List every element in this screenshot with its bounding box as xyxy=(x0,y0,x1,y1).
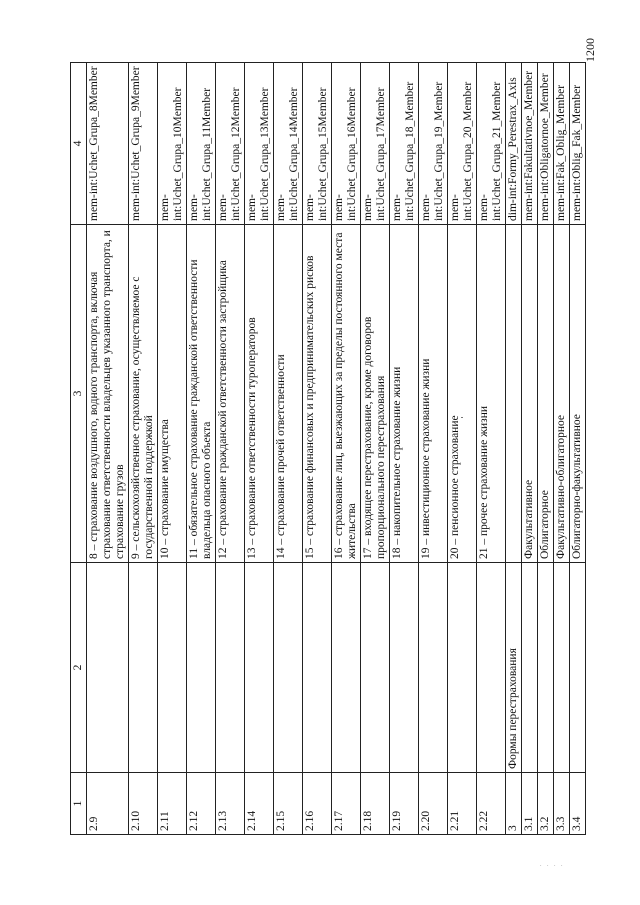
column-header: 4 xyxy=(71,63,87,225)
cell-desc: 14 – страхование прочей ответственности xyxy=(274,225,303,563)
page-number: 1200 xyxy=(583,38,597,62)
cell-desc: 8 – страхование воздушного, водного транспорта, включая страхование ответственности владельцев указанного транспорта, и страхование грузов xyxy=(87,225,129,563)
cell-desc: 20 – пенсионное страхование xyxy=(448,225,477,563)
cell-desc: 13 – страхование ответственности туроператоров xyxy=(245,225,274,563)
cell-desc: 12 – страхование гражданской ответственности застройщика xyxy=(216,225,245,563)
table-row xyxy=(390,63,419,835)
cell-code: 2.15 xyxy=(274,773,303,835)
table-row xyxy=(361,63,390,835)
cell-code: 2.18 xyxy=(361,773,390,835)
cell-desc: 17 – входящее перестрахование, кроме договоров пропорционального перестрахования xyxy=(361,225,390,563)
cell-code: 3.4 xyxy=(570,773,586,835)
cell-code: 3.3 xyxy=(554,773,570,835)
cell-code: 2.9 xyxy=(87,773,129,835)
cell-name xyxy=(361,563,390,773)
cell-code: 2.21 xyxy=(448,773,477,835)
table-row xyxy=(448,63,477,835)
cell-member: mem-int:Fakultativnoe_Member xyxy=(522,63,538,225)
cell-code: 2.16 xyxy=(303,773,332,835)
table-row xyxy=(554,63,570,835)
cell-member: mem-int:Uchet_Grupa_21_Member xyxy=(477,63,506,225)
header-row xyxy=(71,63,87,835)
cell-name xyxy=(390,563,419,773)
cell-desc: Факультативное xyxy=(522,225,538,563)
cell-code: 2.13 xyxy=(216,773,245,835)
cell-member: mem-int:Fak_Oblig_Member xyxy=(554,63,570,225)
cell-member: mem-int:Uchet_Grupa_12Member xyxy=(216,63,245,225)
cell-code: 2.20 xyxy=(419,773,448,835)
cell-name xyxy=(87,563,129,773)
cell-name xyxy=(129,563,158,773)
column-header: 3 xyxy=(71,225,87,563)
cell-name xyxy=(522,563,538,773)
cell-name xyxy=(554,563,570,773)
cell-name xyxy=(448,563,477,773)
cell-member: mem-int:Obligatornoe_Member xyxy=(538,63,554,225)
cell-member: mem-int:Uchet_Grupa_8Member xyxy=(87,63,129,225)
cell-name xyxy=(303,563,332,773)
cell-desc: 15 – страхование финансовых и предпринимательских рисков xyxy=(303,225,332,563)
cell-code: 3.2 xyxy=(538,773,554,835)
cell-member: mem-int:Uchet_Grupa_14Member xyxy=(274,63,303,225)
cell-desc: Облигаторное xyxy=(538,225,554,563)
cell-name xyxy=(538,563,554,773)
cell-code: 2.12 xyxy=(187,773,216,835)
cell-name xyxy=(570,563,586,773)
cell-desc: 21 – прочее страхование жизни xyxy=(477,225,506,563)
cell-member: mem-int:Uchet_Grupa_16Member xyxy=(332,63,361,225)
cell-member: mem-int:Uchet_Grupa_11Member xyxy=(187,63,216,225)
cell-member: mem-int:Uchet_Grupa_15Member xyxy=(303,63,332,225)
table-row xyxy=(245,63,274,835)
table-row xyxy=(477,63,506,835)
cell-member: mem-int:Uchet_Grupa_10Member xyxy=(158,63,187,225)
cell-desc: Факультативно-облигаторное xyxy=(554,225,570,563)
cell-desc: 11 – обязательное страхование гражданской ответственности владельца опасного объекта xyxy=(187,225,216,563)
cell-member: mem-int:Uchet_Grupa_13Member xyxy=(245,63,274,225)
cell-code: 2.19 xyxy=(390,773,419,835)
cell-desc: 16 – страхование лиц, выезжающих за пределы постоянного места жительства xyxy=(332,225,361,563)
cell-name xyxy=(419,563,448,773)
table-row xyxy=(570,63,586,835)
table-row xyxy=(216,63,245,835)
cell-member: mem-int:Uchet_Grupa_18_Member xyxy=(390,63,419,225)
cell-code: 2.17 xyxy=(332,773,361,835)
table-row xyxy=(187,63,216,835)
cell-code: 2.10 xyxy=(129,773,158,835)
cell-name xyxy=(216,563,245,773)
table-row xyxy=(158,63,187,835)
cell-name xyxy=(245,563,274,773)
cell-member: mem-int:Uchet_Grupa_9Member xyxy=(129,63,158,225)
cell-code: 2.11 xyxy=(158,773,187,835)
table-row xyxy=(419,63,448,835)
cell-desc xyxy=(506,225,522,563)
scan-dot xyxy=(461,417,463,418)
table-row xyxy=(522,63,538,835)
cell-code: 3.1 xyxy=(522,773,538,835)
table-row xyxy=(274,63,303,835)
cell-code: 2.14 xyxy=(245,773,274,835)
cell-desc: Облигаторно-факультативное xyxy=(570,225,586,563)
scan-mark: . . . . xyxy=(540,862,565,868)
table-row xyxy=(129,63,158,835)
cell-desc: 9 – сельскохозяйственное страхование, осуществляемое с государственной поддержкой xyxy=(129,225,158,563)
cell-member: dim-int:Formy_Perestrax_Axis xyxy=(506,63,522,225)
column-header: 1 xyxy=(71,773,87,835)
cell-member: mem-int:Uchet_Grupa_20_Member xyxy=(448,63,477,225)
cell-desc: 19 – инвестиционное страхование жизни xyxy=(419,225,448,563)
cell-name: Формы перестрахования xyxy=(506,563,522,773)
cell-name xyxy=(158,563,187,773)
cell-name xyxy=(187,563,216,773)
cell-member: mem-int:Oblig_Fak_Member xyxy=(570,63,586,225)
cell-member: mem-int:Uchet_Grupa_17Member xyxy=(361,63,390,225)
cell-code: 3 xyxy=(506,773,522,835)
cell-desc: 10 – страхование имущества xyxy=(158,225,187,563)
cell-member: mem-int:Uchet_Grupa_19_Member xyxy=(419,63,448,225)
table-row xyxy=(303,63,332,835)
table-row xyxy=(87,63,129,835)
table-row xyxy=(506,63,522,835)
column-header: 2 xyxy=(71,563,87,773)
rotated-page-content xyxy=(70,63,583,835)
cell-code: 2.22 xyxy=(477,773,506,835)
cell-desc: 18 – накопительное страхование жизни xyxy=(390,225,419,563)
cell-name xyxy=(274,563,303,773)
classification-table xyxy=(70,62,586,835)
cell-name xyxy=(332,563,361,773)
table-row xyxy=(332,63,361,835)
cell-name xyxy=(477,563,506,773)
table-row xyxy=(538,63,554,835)
